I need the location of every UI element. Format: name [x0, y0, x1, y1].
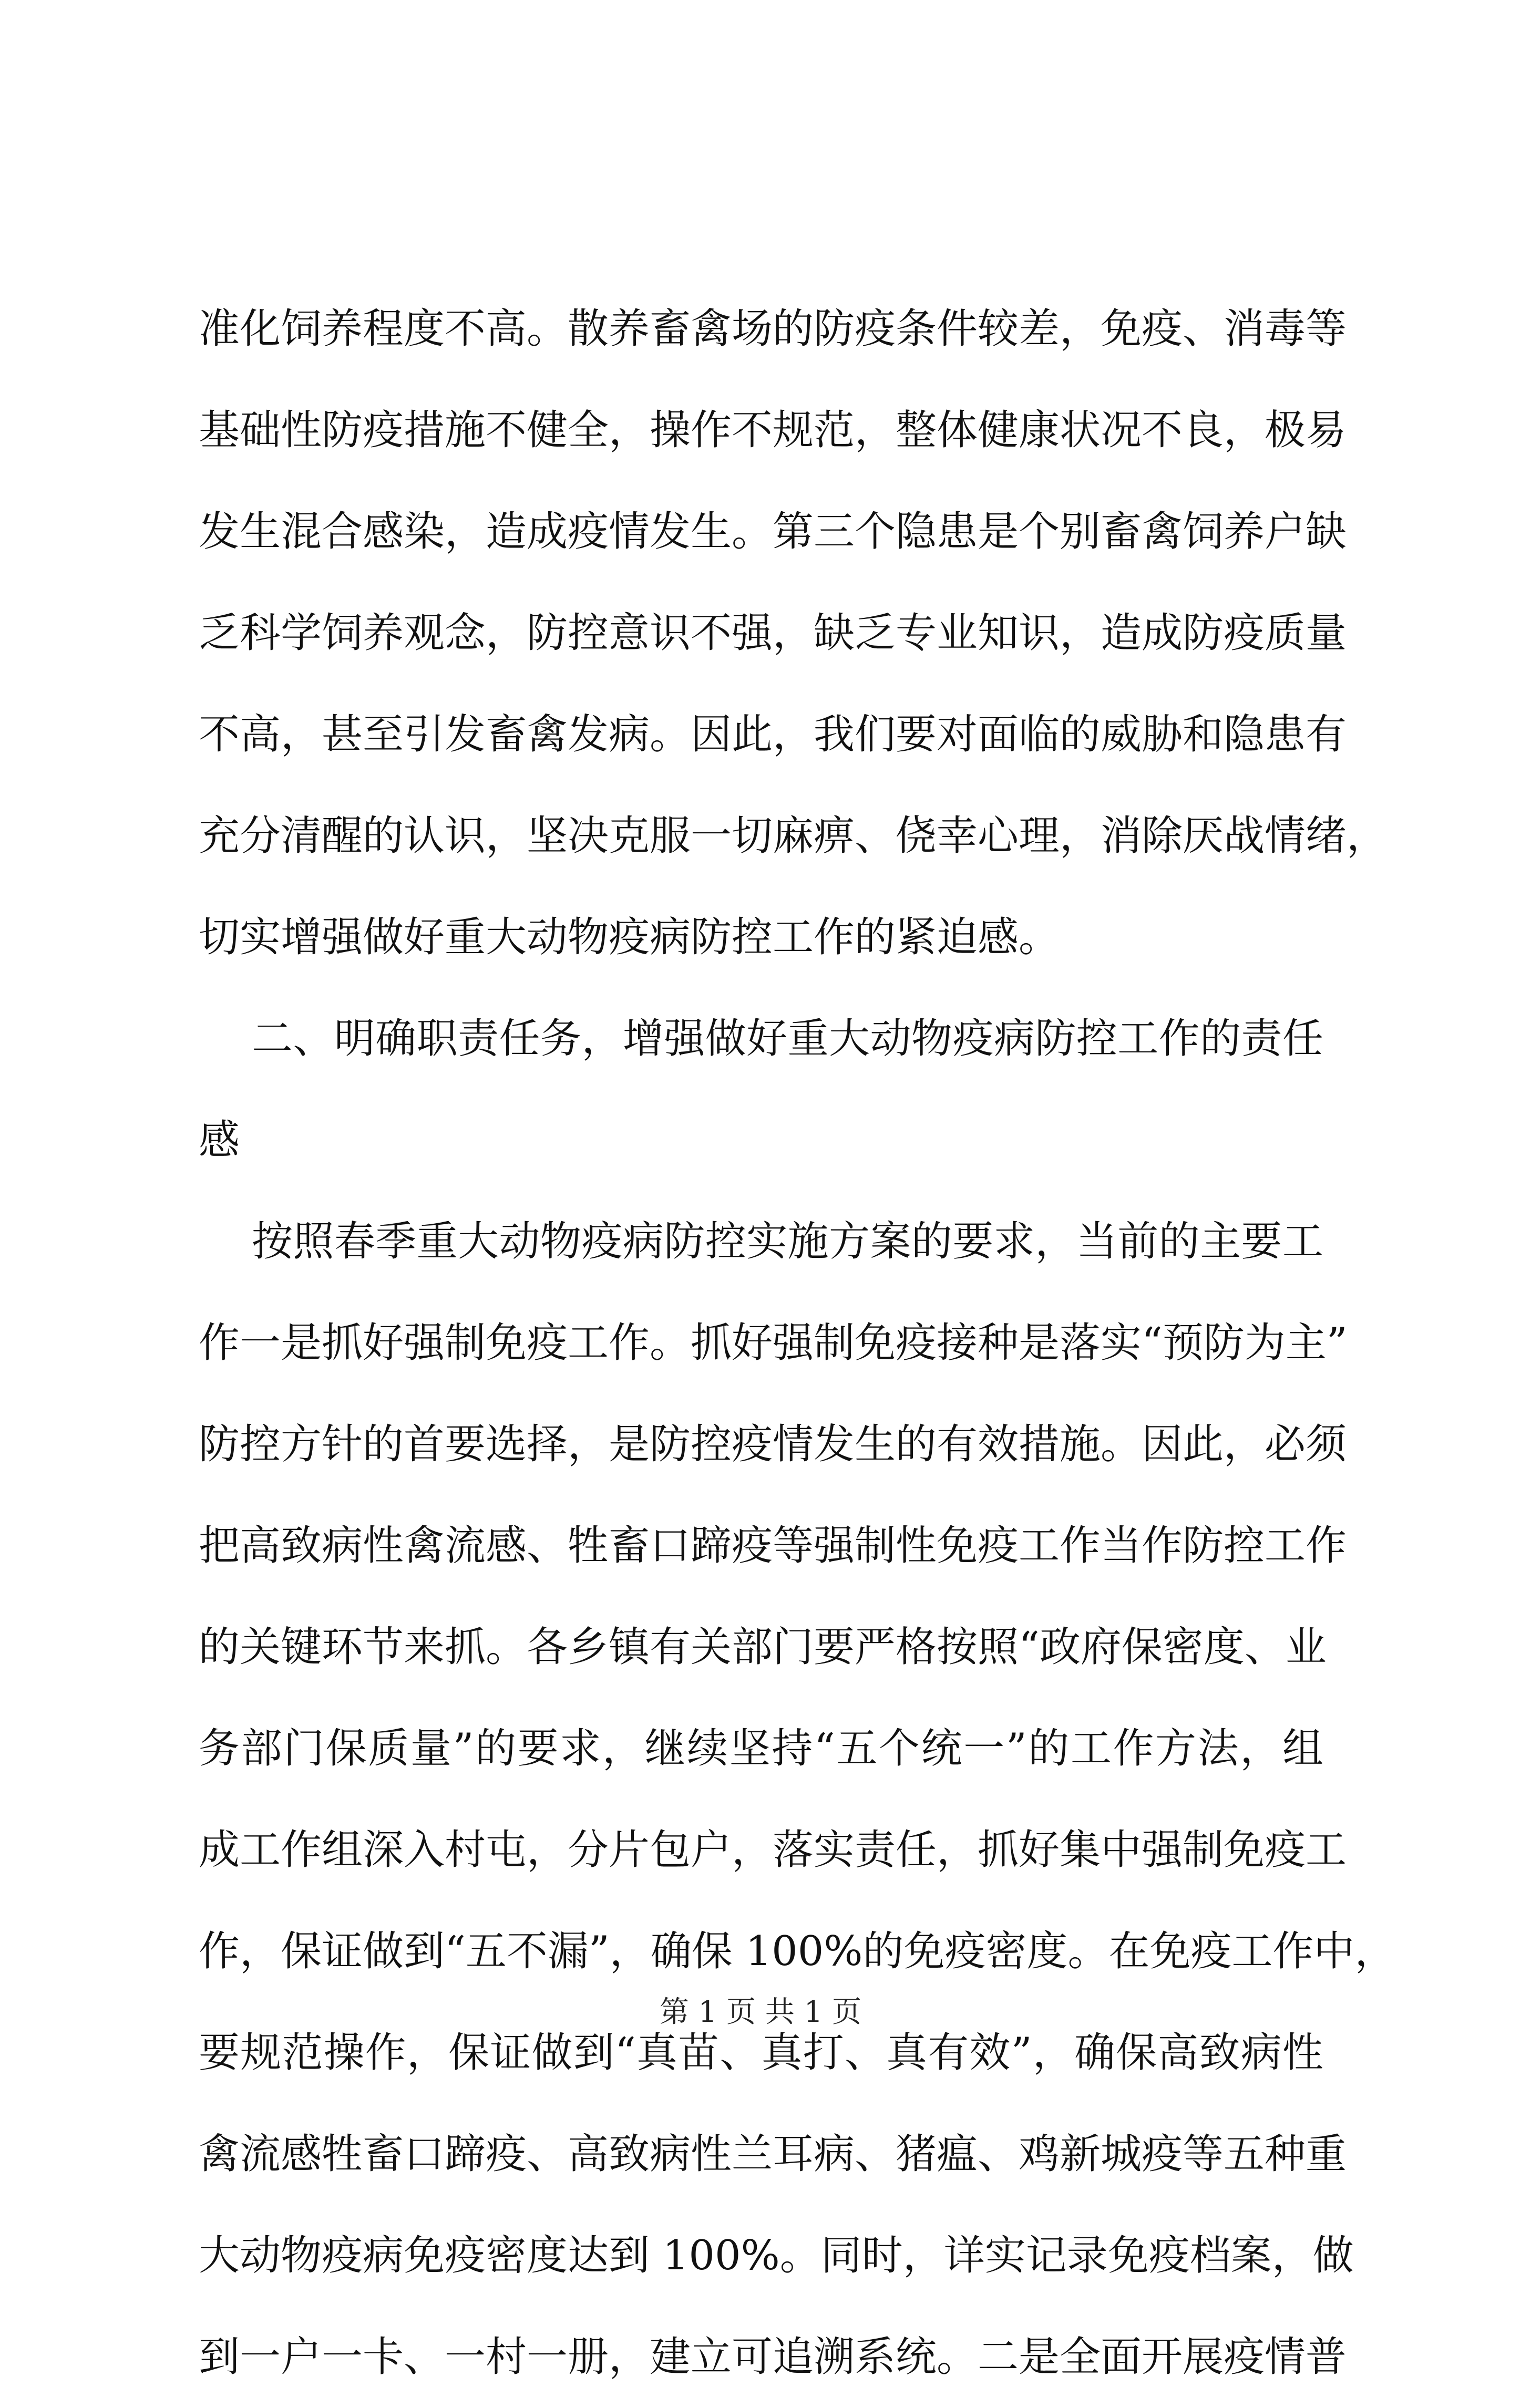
text-line: 切实增强做好重大动物疫病防控工作的紧迫感。	[199, 914, 1060, 961]
text-line: 要规范操作，保证做到“真苗、真打、真有效”，确保高致病性	[199, 2029, 1323, 2076]
text-line: 禽流感牲畜口蹄疫、高致病性兰耳病、猪瘟、鸡新城疫等五种重	[199, 2131, 1347, 2178]
text-line: 不高，甚至引发畜禽发病。因此，我们要对面临的威胁和隐患有	[199, 711, 1347, 758]
text-line: 成工作组深入村屯，分片包户，落实责任，抓好集中强制免疫工	[199, 1826, 1347, 1874]
section-heading-line: 感	[199, 1117, 240, 1164]
text-line: 到一户一卡、一村一册，建立可追溯系统。二是全面开展疫情普	[199, 2333, 1347, 2381]
text-line: 把高致病性禽流感、牲畜口蹄疫等强制性免疫工作当作防控工作	[199, 1522, 1347, 1569]
text-line: 作，保证做到“五不漏”，确保 100%的免疫密度。在免疫工作中，	[199, 1928, 1396, 1975]
text-line: 的关键环节来抓。各乡镇有关部门要严格按照“政府保密度、业	[199, 1624, 1327, 1671]
text-line: 大动物疫病免疫密度达到 100%。同时，详实记录免疫档案，做	[199, 2232, 1354, 2279]
text-line: 基础性防疫措施不健全，操作不规范，整体健康状况不良，极易	[199, 407, 1347, 454]
text-line: 防控方针的首要选择，是防控疫情发生的有效措施。因此，必须	[199, 1421, 1347, 1468]
text-line: 充分清醒的认识，坚决克服一切麻痹、侥幸心理，消除厌战情绪，	[199, 812, 1388, 860]
body-text	[199, 278, 1396, 2408]
text-line: 乏科学饲养观念，防控意识不强，缺乏专业知识，造成防疫质量	[199, 609, 1347, 657]
page-number: 第 1 页 共 1 页	[659, 1995, 862, 2029]
section-heading-line: 二、明确职责任务，增强做好重大动物疫病防控工作的责任	[199, 1015, 1323, 1062]
text-line: 按照春季重大动物疫病防控实施方案的要求，当前的主要工	[199, 1218, 1323, 1265]
text-line: 作一是抓好强制免疫工作。抓好强制免疫接种是落实“预防为主”	[199, 1319, 1348, 1367]
text-line: 发生混合感染，造成疫情发生。第三个隐患是个别畜禽饲养户缺	[199, 508, 1347, 555]
text-line: 务部门保质量”的要求，继续坚持“五个统一”的工作方法，组	[199, 1725, 1323, 1772]
text-line: 准化饲养程度不高。散养畜禽场的防疫条件较差，免疫、消毒等	[199, 305, 1347, 353]
